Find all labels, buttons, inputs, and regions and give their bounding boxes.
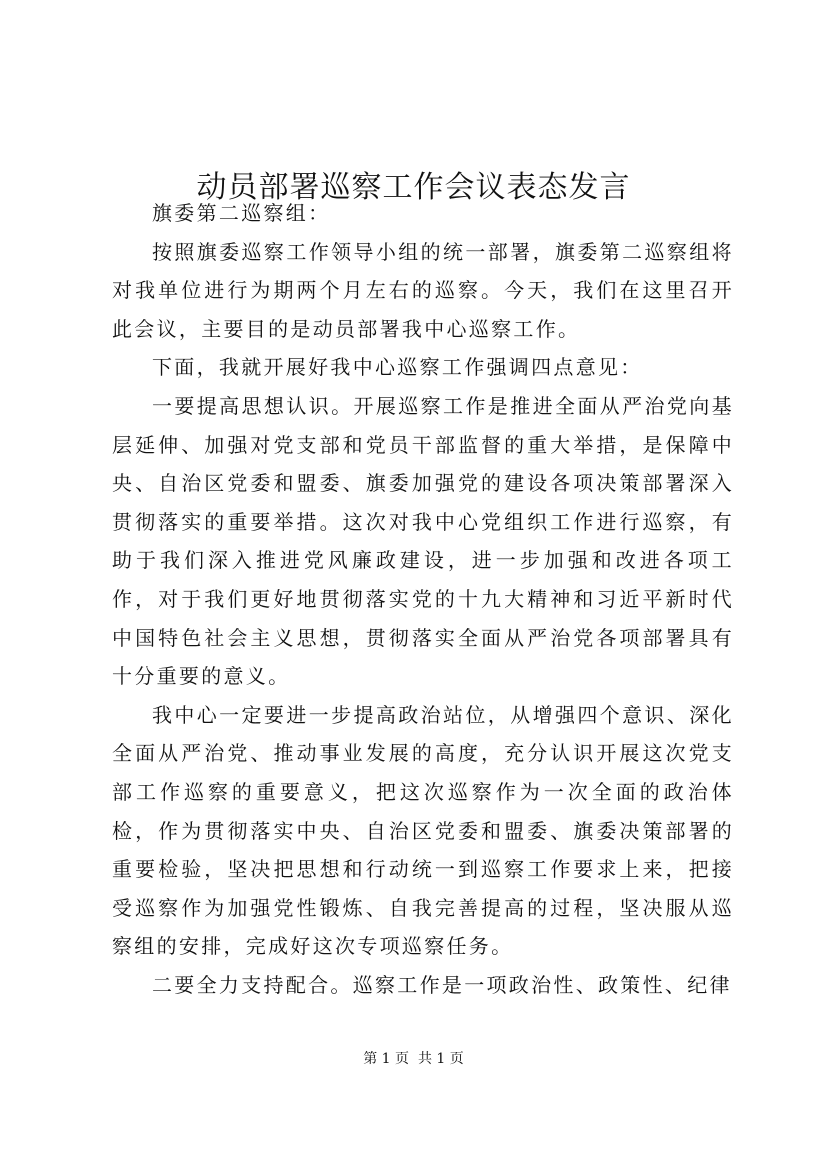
body-paragraph: 下面，我就开展好我中心巡察工作强调四点意见： — [152, 355, 643, 380]
document-title: 动员部署巡察工作会议表态发言 — [196, 170, 631, 206]
page-number-label: 第 1 页 共 1 页 — [363, 1051, 464, 1067]
body-paragraph: 一要提高思想认识。开展巡察工作是推进全面从严治党向基层延伸、加强对党支部和党员干部监督的重大举措，是保障中央、自治区党委和盟委、旗委加强党的建设各项决策部署深入贯彻落实的重要举措。这次对我中心党组织工作进行巡察，有助于我们深入推进党风廉政建设，进一步加强和改进各项工作，对于我们更好地贯彻落实党的十九大精神和习近平新时代中国特色社会主义思想，贯彻落实全面从严治党各项部署具有十分重要的意义。 — [112, 393, 734, 689]
body-paragraph: 二要全力支持配合。巡察工作是一项政治性、政策性、纪律 — [152, 972, 732, 997]
page-footer — [0, 1049, 827, 1069]
document-body — [112, 194, 734, 1004]
body-paragraph: 我中心一定要进一步提高政治站位，从增强四个意识、深化全面从严治党、推动事业发展的高度，充分认识开展这次党支部工作巡察的重要意义，把这次巡察作为一次全面的政治体检，作为贯彻落实中央、自治区党委和盟委、旗委决策部署的重要检验，坚决把思想和行动统一到巡察工作要求上来，把接受巡察作为加强党性锻炼、自我完善提高的过程，坚决服从巡察组的安排，完成好这次专项巡察任务。 — [112, 702, 734, 959]
body-paragraph: 按照旗委巡察工作领导小组的统一部署，旗委第二巡察组将对我单位进行为期两个月左右的巡察。今天，我们在这里召开此会议，主要目的是动员部署我中心巡察工作。 — [112, 239, 734, 341]
salutation-paragraph: 旗委第二巡察组： — [152, 201, 331, 225]
